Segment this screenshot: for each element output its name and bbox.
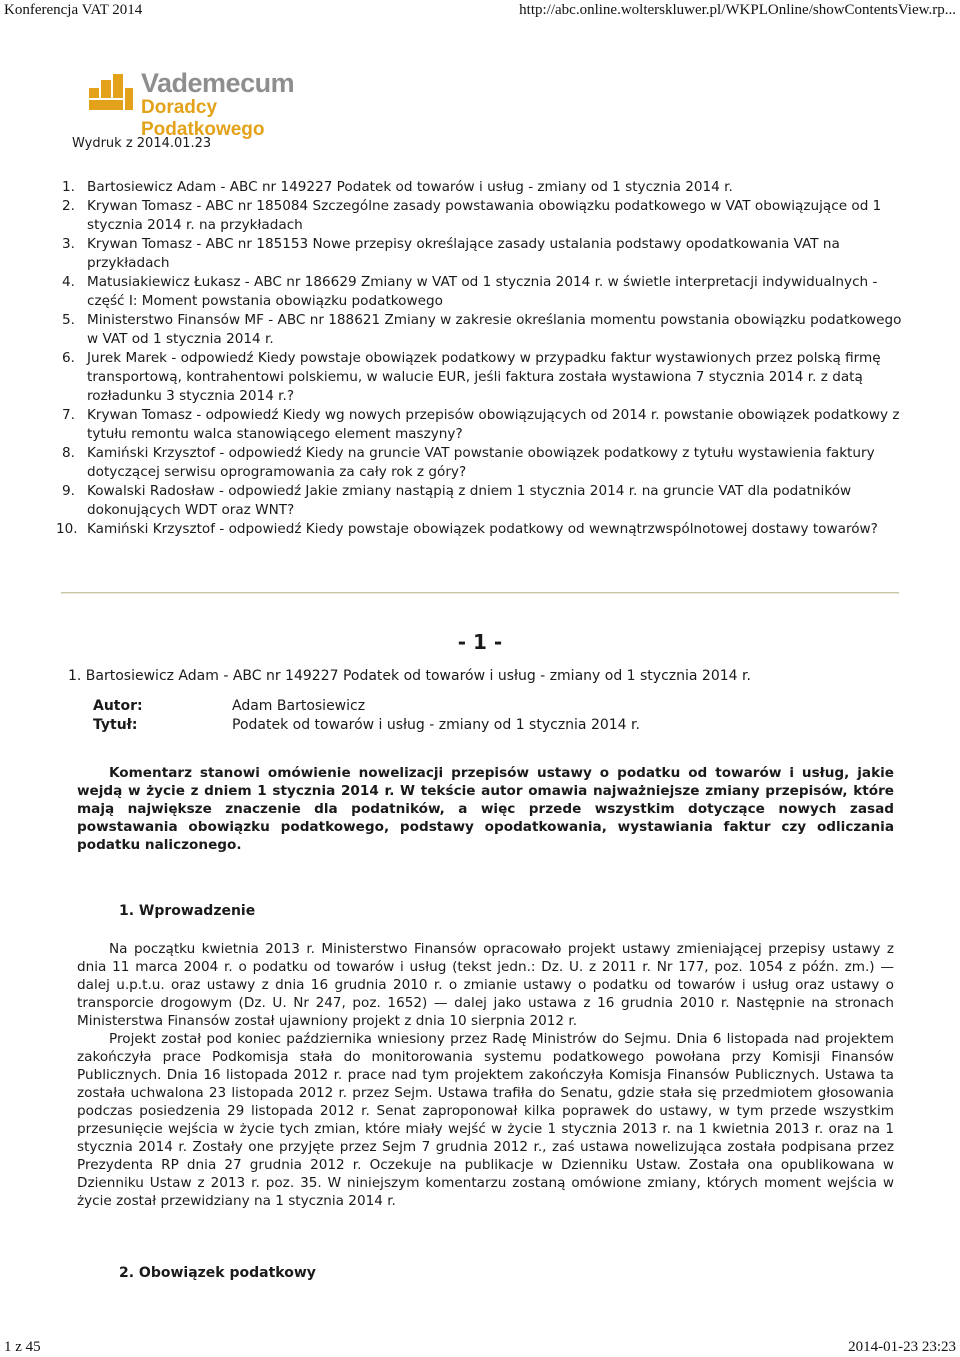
print-footer-page: 1 z 45 <box>4 1339 41 1355</box>
article-abstract: Komentarz stanowi omówienie nowelizacji przepisów ustawy o podatku od towarów i usług, jakie wejdą w życie z dniem 1 stycznia 2014 r. W tekście autor omawia najważniejsze zmiany przepisów, które mają największe znaczenie dla podatników, a więc przede wszystkim dotyczące nowych zasad powstawania obowiązku podatkowego, podstawy opodatkowania, wystawiania faktur czy odliczania podatku naliczonego. <box>77 765 894 853</box>
table-of-contents <box>56 178 912 539</box>
toc-link[interactable]: Krywan Tomasz - ABC nr 185153 Nowe przepisy określające zasady ustalania podstawy opodatkowania VAT na przykładach <box>87 236 840 271</box>
toc-link[interactable]: Kowalski Radosław - odpowiedź Jakie zmiany nastąpią z dniem 1 stycznia 2014 r. na gruncie VAT dla podatników dokonujących WDT oraz WNT? <box>87 483 852 518</box>
toc-item[interactable] <box>62 178 912 197</box>
toc-item[interactable] <box>62 235 912 273</box>
toc-link[interactable]: Kamiński Krzysztof - odpowiedź Kiedy powstaje obowiązek podatkowy od wewnątrzwspólnotowej dostawy towarów? <box>87 521 878 537</box>
toc-number: 6. <box>62 350 75 366</box>
author-value: Adam Bartosiewicz <box>232 698 366 714</box>
logo-line1: Vademecum <box>141 68 295 98</box>
toc-link[interactable]: Krywan Tomasz - ABC nr 185084 Szczególne zasady powstawania obowiązku podatkowego w VAT obowiązujące od 1 stycznia 2014 r. na przykładach <box>87 198 882 233</box>
toc-link[interactable]: Bartosiewicz Adam - ABC nr 149227 Podatek od towarów i usług - zmiany od 1 stycznia 2014 r. <box>87 179 733 195</box>
toc-item[interactable] <box>62 197 912 235</box>
article-title: 1. Bartosiewicz Adam - ABC nr 149227 Podatek od towarów i usług - zmiany od 1 stycznia 2014 r. <box>68 668 751 684</box>
print-footer-datetime: 2014-01-23 23:23 <box>848 1339 956 1355</box>
toc-number: 7. <box>62 407 75 423</box>
toc-item[interactable] <box>56 520 912 539</box>
section-body <box>77 940 894 1210</box>
toc-number: 3. <box>62 236 75 252</box>
paragraph: Projekt został pod koniec października wniesiony przez Radę Ministrów do Sejmu. Dnia 6 listopada nad projektem zakończyła prace Podkomisja stała do monitorowania systemu podatkowego powołana przy Komisji Finansów Publicznych. Dnia 16 listopada 2012 r. prace nad tym projektem zakończyła Komisja Finansów Publicznych. Ustawa ta została uchwalona 23 listopada 2012 r. przez Sejm. Ustawa trafiła do Senatu, gdzie stała się przedmiotem głosowania podczas posiedzenia 29 listopada 2012 r. Senat zaproponował kilka poprawek do ustawy, w tym przede wszystkim przesunięcie wejścia w życie tych zmian, które miały wejść w życie 1 stycznia 2013 r. na 1 kwietnia 2013 r. oraz na 1 stycznia 2014 r. Zostały one przyjęte przez Sejm 7 grudnia 2012 r., zaś ustawa nowelizująca została podpisana przez Prezydenta RP dnia 27 grudnia 2012 r. Oczekuje na publikacje w Dzienniku Ustaw. Została ona opublikowana w Dzienniku Ustaw z 2013 r. poz. 35. W niniejszym komentarzu zostaną omówione zmiany, których moment wejścia w życie został przewidziany na 1 stycznia 2014 r. <box>77 1031 894 1209</box>
section-divider <box>61 592 899 594</box>
toc-number: 9. <box>62 483 75 499</box>
section-heading-tax-obligation: 2. Obowiązek podatkowy <box>119 1265 316 1281</box>
vademecum-logo <box>89 68 331 140</box>
toc-link[interactable]: Krywan Tomasz - odpowiedź Kiedy wg nowych przepisów obowiązujących od 2014 r. powstanie obowiązek podatkowy z tytułu remontu walca stanowiącego element maszyny? <box>87 407 900 442</box>
toc-number: 8. <box>62 445 75 461</box>
toc-link[interactable]: Jurek Marek - odpowiedź Kiedy powstaje obowiązek podatkowy w przypadku faktur wystawionych przez polską firmę transportową, kontrahentowi polskiemu, w walucie EUR, jeśli faktura została wystawiona 7 stycznia 2014 r. z datą rozładunku 3 stycznia 2014 r.? <box>87 350 881 404</box>
toc-link[interactable]: Matusiakiewicz Łukasz - ABC nr 186629 Zmiany w VAT od 1 stycznia 2014 r. w świetle interpretacji indywidualnych - część I: Moment powstania obowiązku podatkowego <box>87 274 878 309</box>
toc-number: 2. <box>62 198 75 214</box>
toc-number: 1. <box>62 179 75 195</box>
toc-item[interactable] <box>62 444 912 482</box>
logo-line2: Doradcy Podatkowego <box>141 97 265 140</box>
toc-item[interactable] <box>62 273 912 311</box>
print-header-url: http://abc.online.wolterskluwer.pl/WKPLOnline/showContentsView.rp... <box>519 2 956 18</box>
print-header-title: Konferencja VAT 2014 <box>4 2 143 18</box>
print-date: Wydruk z 2014.01.23 <box>72 136 212 151</box>
logo-mark-icon <box>89 74 135 118</box>
title-label: Tytuł: <box>93 717 138 733</box>
title-value: Podatek od towarów i usług - zmiany od 1 stycznia 2014 r. <box>232 717 640 733</box>
toc-link[interactable]: Ministerstwo Finansów MF - ABC nr 188621 Zmiany w zakresie określania momentu powstania obowiązku podatkowego w VAT od 1 stycznia 2014 r. <box>87 312 902 347</box>
page-number: - 1 - <box>457 630 503 654</box>
toc-link[interactable]: Kamiński Krzysztof - odpowiedź Kiedy na gruncie VAT powstanie obowiązek podatkowy z tytułu wystawienia faktury dotyczącej serwisu oprogramowania za cały rok z góry? <box>87 445 875 480</box>
toc-number: 10. <box>56 521 78 537</box>
toc-number: 5. <box>62 312 75 328</box>
author-label: Autor: <box>93 698 143 714</box>
toc-item[interactable] <box>62 482 912 520</box>
toc-item[interactable] <box>62 406 912 444</box>
toc-item[interactable] <box>62 311 912 349</box>
toc-item[interactable] <box>62 349 912 406</box>
toc-number: 4. <box>62 274 75 290</box>
section-heading-introduction: 1. Wprowadzenie <box>119 903 256 919</box>
paragraph: Na początku kwietnia 2013 r. Ministerstwo Finansów opracowało projekt ustawy zmieniającej przepisy ustawy z dnia 11 marca 2004 r. o podatku od towarów i usług (tekst jedn.: Dz. U. z 2011 r. Nr 177, poz. 1054 z późn. zm.) — dalej u.p.t.u. oraz ustawy z dnia 16 grudnia 2010 r. o zmianie ustawy o podatku od towarów i usług oraz ustawy o transporcie drogowym (Dz. U. Nr 247, poz. 1652) — dalej jako ustawa z 16 grudnia 2010 r. Następnie na stronach Ministerstwa Finansów został ujawniony projekt z dnia 10 sierpnia 2012 r. <box>77 941 894 1029</box>
